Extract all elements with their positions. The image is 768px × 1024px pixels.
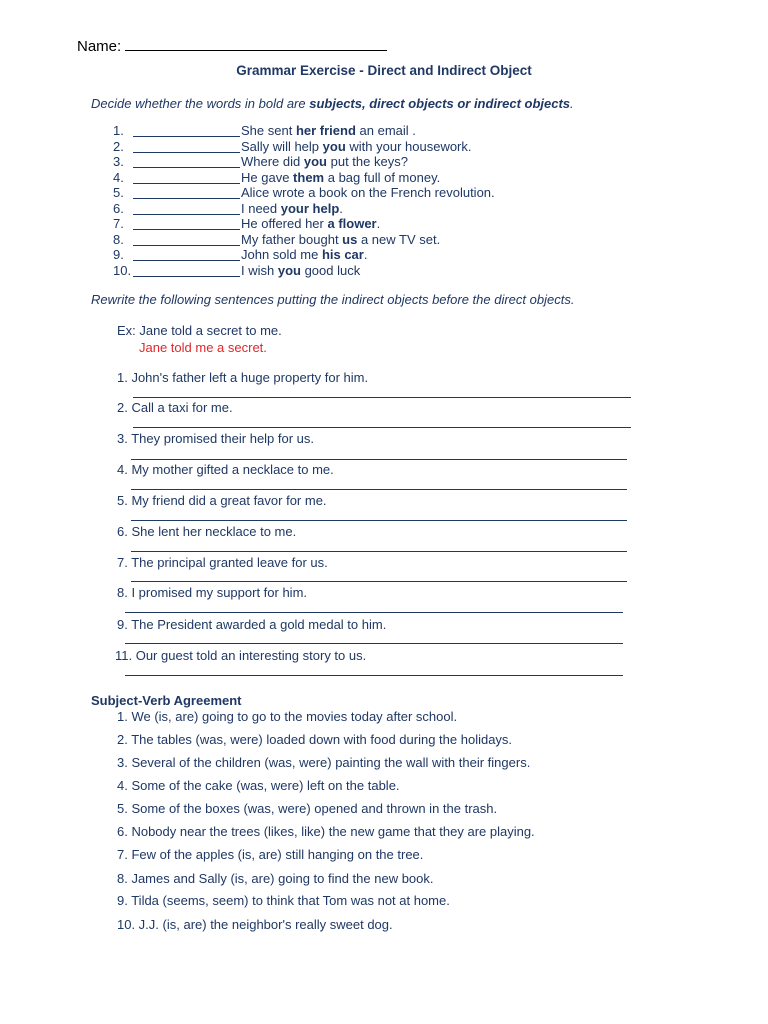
exercise1-item [113, 170, 613, 186]
name-field[interactable] [77, 36, 387, 55]
item-number: 9. [113, 247, 124, 262]
bold-word: you [277, 263, 301, 278]
answer-blank[interactable] [133, 123, 240, 137]
answer-blank[interactable] [133, 247, 240, 261]
rewrite-item: 8. I promised my support for him. [117, 585, 308, 600]
item-sentence [241, 185, 495, 200]
sentence-text: I wish [241, 263, 278, 278]
rewrite-item: 6. She lent her necklace to me. [117, 524, 297, 539]
answer-blank[interactable] [133, 232, 240, 246]
answer-line[interactable] [125, 675, 623, 676]
item-number: 2. [113, 139, 124, 154]
item-number: 8. [113, 232, 124, 247]
agreement-item: 8. James and Sally (is, are) going to find the new book. [117, 871, 434, 886]
sentence-text: She sent [241, 123, 296, 138]
agreement-item: 2. The tables (was, were) loaded down with food during the holidays. [117, 732, 513, 747]
item-number: 4. [113, 170, 124, 185]
exercise1-item [113, 232, 613, 248]
rewrite-item: 5. My friend did a great favor for me. [117, 493, 327, 508]
sentence-text: . [339, 201, 343, 216]
example-answer: Jane told me a secret. [139, 340, 267, 355]
item-sentence [241, 216, 380, 231]
item-number: 1. [113, 123, 124, 138]
answer-blank[interactable] [133, 216, 240, 230]
section1-instruction-bold: subjects, direct objects or indirect objects [309, 96, 571, 111]
bold-word: a flower [327, 216, 377, 231]
section2-instruction: Rewrite the following sentences putting the indirect objects before the direct objects. [91, 292, 575, 307]
answer-line[interactable] [133, 427, 631, 428]
answer-line[interactable] [131, 551, 627, 552]
item-sentence [241, 263, 360, 278]
sentence-text: He gave [241, 170, 294, 185]
bold-word: you [303, 154, 327, 169]
agreement-item: 3. Several of the children (was, were) painting the wall with their fingers. [117, 755, 531, 770]
answer-line[interactable] [125, 612, 623, 613]
item-sentence [241, 139, 472, 154]
sentence-text: He offered her [241, 216, 328, 231]
answer-line[interactable] [125, 643, 623, 644]
bold-word: them [293, 170, 325, 185]
answer-blank[interactable] [133, 139, 240, 153]
agreement-item: 10. J.J. (is, are) the neighbor's really sweet dog. [117, 917, 393, 932]
bold-word: you [322, 139, 346, 154]
agreement-item: 6. Nobody near the trees (likes, like) the new game that they are playing. [117, 824, 535, 839]
rewrite-item: 3. They promised their help for us. [117, 431, 315, 446]
sentence-text: a new TV set. [357, 232, 441, 247]
item-sentence [241, 232, 440, 247]
sentence-text: a bag full of money. [324, 170, 441, 185]
sentence-text: My father bought [241, 232, 343, 247]
sentence-text: good luck [300, 263, 361, 278]
bold-word: her friend [295, 123, 356, 138]
answer-line[interactable] [131, 520, 627, 521]
agreement-item: 9. Tilda (seems, seem) to think that Tom was not at home. [117, 893, 450, 908]
item-number: 10. [113, 263, 132, 278]
bold-word: your help [280, 201, 340, 216]
section1-instruction-suffix: . [570, 96, 574, 111]
example-sentence: Ex: Jane told a secret to me. [117, 323, 282, 338]
exercise1-item [113, 263, 613, 279]
section3-heading: Subject-Verb Agreement [91, 693, 242, 708]
item-number: 6. [113, 201, 124, 216]
section1-instruction-prefix: Decide whether the words in bold are [91, 96, 310, 111]
answer-blank[interactable] [133, 201, 240, 215]
answer-blank[interactable] [133, 185, 240, 199]
exercise1-item [113, 139, 613, 155]
item-sentence [241, 170, 440, 185]
answer-blank[interactable] [133, 154, 240, 168]
answer-line[interactable] [131, 459, 627, 460]
section1-instruction [91, 96, 574, 111]
agreement-item: 7. Few of the apples (is, are) still hanging on the tree. [117, 847, 424, 862]
sentence-text: Sally will help [241, 139, 323, 154]
rewrite-item: 2. Call a taxi for me. [117, 400, 233, 415]
item-sentence [241, 247, 367, 262]
exercise1-item [113, 216, 613, 232]
bold-word: us [342, 232, 358, 247]
item-number: 3. [113, 154, 124, 169]
item-sentence [241, 123, 416, 138]
bold-word: his car [321, 247, 364, 262]
answer-blank[interactable] [133, 263, 240, 277]
sentence-text: an email . [355, 123, 416, 138]
page-title: Grammar Exercise - Direct and Indirect Object [236, 63, 532, 78]
item-sentence [241, 201, 343, 216]
item-number: 5. [113, 185, 124, 200]
sentence-text: John sold me [241, 247, 322, 262]
sentence-text: I need [241, 201, 281, 216]
rewrite-item: 9. The President awarded a gold medal to him. [117, 617, 387, 632]
sentence-text: with your housework. [345, 139, 472, 154]
rewrite-item: 4. My mother gifted a necklace to me. [117, 462, 334, 477]
answer-line[interactable] [131, 489, 627, 490]
agreement-item: 5. Some of the boxes (was, were) opened and thrown in the trash. [117, 801, 498, 816]
rewrite-item: 7. The principal granted leave for us. [117, 555, 328, 570]
item-sentence [241, 154, 408, 169]
exercise1-item [113, 123, 613, 139]
agreement-item: 4. Some of the cake (was, were) left on the table. [117, 778, 400, 793]
answer-line[interactable] [131, 581, 627, 582]
exercise1-item [113, 185, 613, 201]
sentence-text: . [363, 247, 368, 262]
exercise1-item [113, 247, 613, 263]
exercise1-item [113, 154, 613, 170]
item-number: 7. [113, 216, 124, 231]
sentence-text: Alice wrote a book on the French revolution. [241, 185, 495, 200]
exercise1-item [113, 201, 613, 217]
name-label: Name: [77, 38, 122, 55]
sentence-text: . [376, 216, 381, 231]
name-blank-line[interactable] [125, 36, 387, 51]
sentence-text: put the keys? [327, 154, 408, 169]
agreement-item: 1. We (is, are) going to go to the movies today after school. [117, 709, 458, 724]
answer-blank[interactable] [133, 170, 240, 184]
rewrite-item: 11. Our guest told an interesting story to us. [115, 648, 367, 663]
sentence-text: Where did [241, 154, 304, 169]
rewrite-item: 1. John's father left a huge property for him. [117, 370, 369, 385]
answer-line[interactable] [133, 397, 631, 398]
